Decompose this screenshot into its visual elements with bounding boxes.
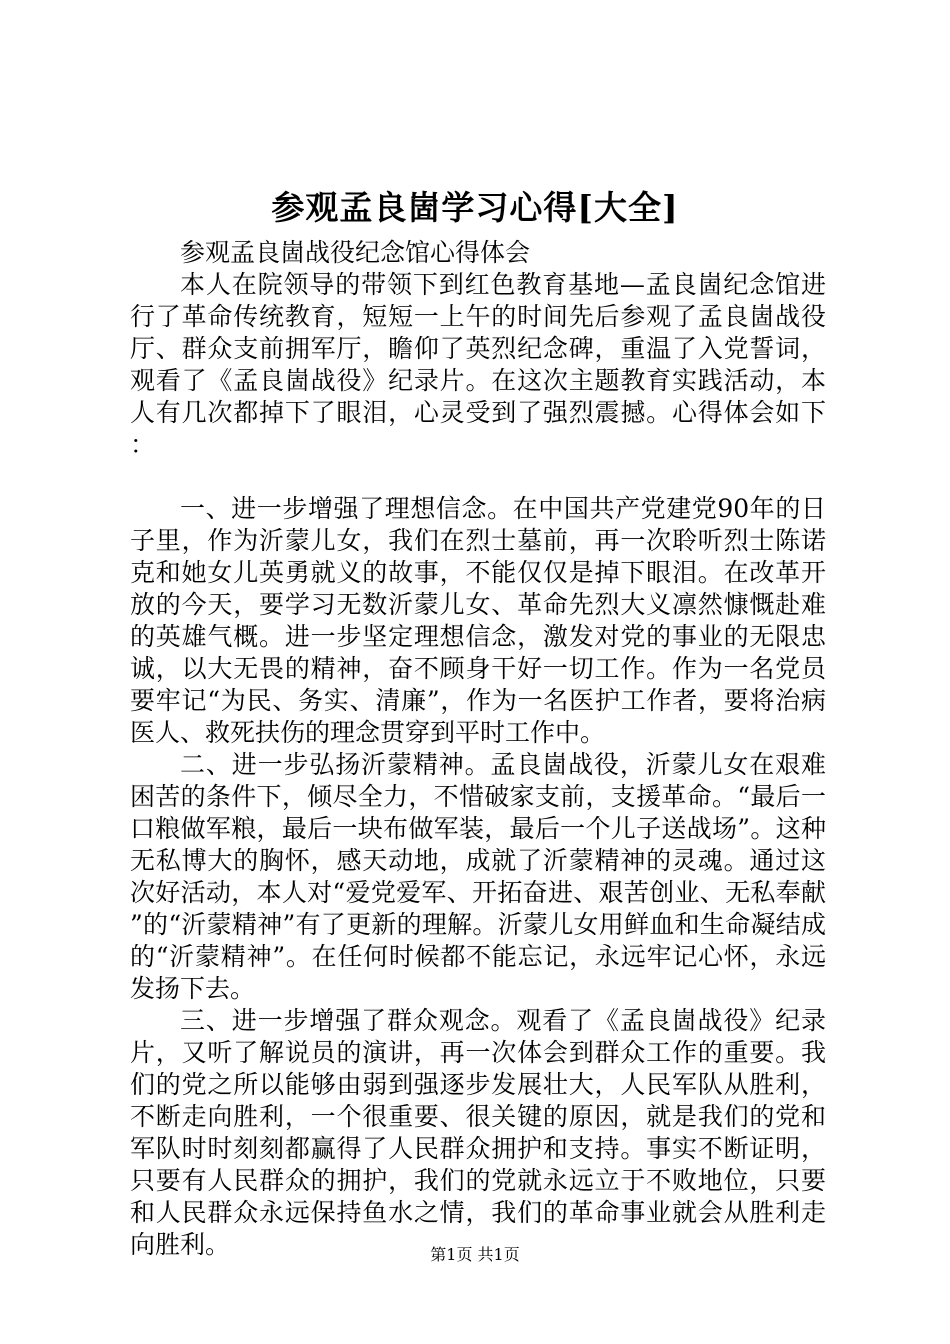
page-number-footer: 第1页 共1页	[430, 1245, 520, 1264]
paragraph-spacer	[130, 461, 826, 493]
section-one-paragraph: 一、进一步增强了理想信念。在中国共产党建党90年的日子里，作为沂蒙儿女，我们在烈士墓前，再一次聆听烈士陈诺克和她女儿英勇就义的故事，不能仅仅是掉下眼泪。在改革开放的今天，要学习无数沂蒙儿女、革命先烈大义凛然慷慨赴难的英雄气概。进一步坚定理想信念，激发对党的事业的无限忠诚，以大无畏的精神，奋不顾身干好一切工作。作为一名党员要牢记“为民、务实、清廉”，作为一名医护工作者，要将治病医人、救死扶伤的理念贯穿到平时工作中。	[130, 494, 826, 747]
section-two-paragraph: 二、进一步弘扬沂蒙精神。孟良崮战役，沂蒙儿女在艰难困苦的条件下，倾尽全力，不惜破家支前，支援革命。“最后一口粮做军粮，最后一块布做军装，最后一个儿子送战场”。这种无私博大的胸怀，感天动地，成就了沂蒙精神的灵魂。通过这次好活动，本人对“爱党爱军、开拓奋进、艰苦创业、无私奉献”的“沂蒙精神”有了更新的理解。沂蒙儿女用鲜血和生命凝结成的“沂蒙精神”。在任何时候都不能忘记，永远牢记心怀，永远发扬下去。	[130, 750, 826, 1003]
page-title: 参观孟良崮学习心得[大全]	[271, 188, 679, 227]
section-three-paragraph: 三、进一步增强了群众观念。观看了《孟良崮战役》纪录片，又听了解说员的演讲，再一次体会到群众工作的重要。我们的党之所以能够由弱到强逐步发展壮大，人民军队从胜利，不断走向胜利，一个很重要、很关键的原因，就是我们的党和军队时时刻刻都赢得了人民群众拥护和支持。事实不断证明，只要有人民群众的拥护，我们的党就永远立于不败地位，只要和人民群众永远保持鱼水之情，我们的革命事业就会从胜利走向胜利。	[130, 1006, 826, 1259]
subtitle-paragraph: 参观孟良崮战役纪念馆心得体会	[180, 238, 531, 267]
document-body	[130, 237, 826, 1261]
intro-paragraph: 本人在院领导的带领下到红色教育基地—孟良崮纪念馆进行了革命传统教育，短短一上午的时间先后参观了孟良崮战役厅、群众支前拥军厅，瞻仰了英烈纪念碑，重温了入党誓词，观看了《孟良崮战役》纪录片。在这次主题教育实践活动，本人有几次都掉下了眼泪，心灵受到了强烈震撼。心得体会如下：	[130, 270, 826, 459]
